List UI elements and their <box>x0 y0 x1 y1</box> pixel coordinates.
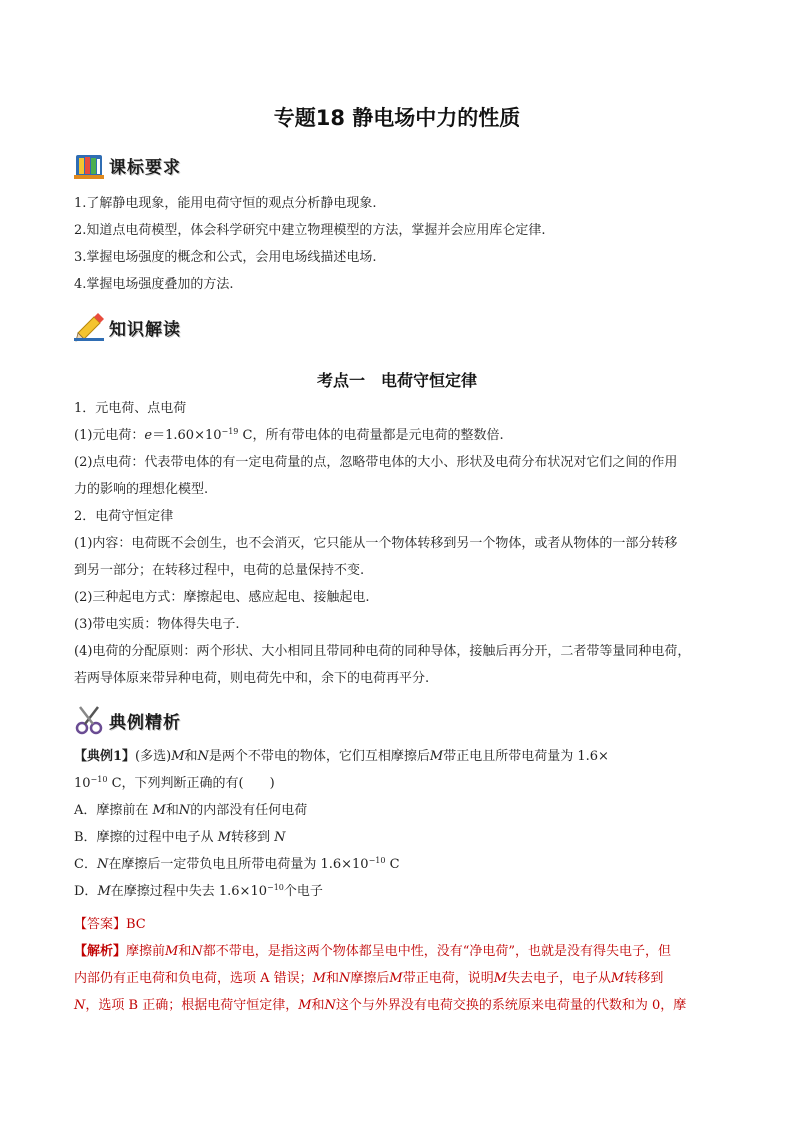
knowledge-line <box>74 426 724 446</box>
section-header-examples <box>74 703 181 737</box>
text: C，所有带电体的电荷量都是元电荷的整数倍. <box>238 428 504 443</box>
section-label: 典例精析 <box>109 712 181 733</box>
requirement-item: 1.了解静电现象，能用电荷守恒的观点分析静电现象. <box>74 196 377 211</box>
text: 这个与外界没有电荷交换的系统原来电荷量的代数和为 0，摩 <box>335 998 687 1013</box>
option-b <box>74 828 724 848</box>
symbol-N: N <box>324 998 336 1013</box>
symbol-M: M <box>152 803 166 818</box>
section-header-knowledge <box>74 310 181 344</box>
requirement-item: 4.掌握电场强度叠加的方法. <box>74 277 234 292</box>
section-header-requirements <box>74 148 181 182</box>
page-title: 专题18 静电场中力的性质 <box>273 106 521 130</box>
exponent: −19 <box>221 427 239 436</box>
option-d <box>74 882 724 902</box>
symbol-M: M <box>429 749 444 764</box>
text: A．摩擦前在 <box>74 803 153 818</box>
symbol-e: e <box>144 428 153 443</box>
text: 和 <box>311 998 325 1013</box>
knowledge-heading: 2．电荷守恒定律 <box>74 509 174 524</box>
text: B．摩擦的过程中电子从 <box>74 830 218 845</box>
option-c <box>74 855 724 875</box>
text: 的内部没有任何电荷 <box>190 803 308 818</box>
pencil-icon <box>74 311 106 343</box>
symbol-M: M <box>217 830 231 845</box>
text: ＝1.60×10 <box>152 428 222 443</box>
text: 失去电子，电子从 <box>507 971 612 986</box>
text: (1)元电荷： <box>74 428 145 443</box>
symbol-N: N <box>197 749 209 764</box>
requirement-item: 3.掌握电场强度的概念和公式，会用电场线描述电场. <box>74 250 377 265</box>
knowledge-line: (1)内容：电荷既不会创生，也不会消灭，它只能从一个物体转移到另一个物体，或者从物体的一部分转移 <box>74 536 678 551</box>
text: 个电子 <box>283 884 323 899</box>
text: C <box>385 857 400 872</box>
knowledge-line: (4)电荷的分配原则：两个形状、大小相同且带同种电荷的同种导体，接触后再分开，二者带等量同种电荷， <box>74 644 691 659</box>
symbol-N: N <box>274 830 286 845</box>
analysis-line <box>74 942 724 962</box>
text: 和 <box>184 749 198 764</box>
text: 和 <box>325 971 339 986</box>
text: C，下列判断正确的有( ) <box>107 776 275 791</box>
text: 转移到 <box>624 971 664 986</box>
symbol-N: N <box>338 971 351 986</box>
symbol-M: M <box>171 749 185 764</box>
symbol-N: N <box>96 857 109 872</box>
knowledge-line: 到另一部分；在转移过程中，电荷的总量保持不变. <box>74 563 365 578</box>
symbol-M: M <box>165 944 179 959</box>
text: 和 <box>178 944 192 959</box>
text: 是两个不带电的物体，它们互相摩擦后 <box>208 749 430 764</box>
text: 带正电且所带电荷量为 1.6× <box>443 749 609 764</box>
symbol-N: N <box>191 944 203 959</box>
symbol-M: M <box>97 884 111 899</box>
text: D． <box>74 884 98 899</box>
text: 带正电荷，说明 <box>402 971 494 986</box>
example-stem <box>74 747 724 767</box>
text: 转移到 <box>231 830 275 845</box>
symbol-M: M <box>611 971 625 986</box>
example-tag: 【典例1】 <box>74 749 136 764</box>
exponent: −10 <box>368 856 386 865</box>
book-icon <box>74 149 106 181</box>
knowledge-line: (2)三种起电方式：摩擦起电、感应起电、接触起电. <box>74 590 370 605</box>
point-title: 考点一 电荷守恒定律 <box>316 371 477 390</box>
section-label: 课标要求 <box>109 157 181 178</box>
exponent: −10 <box>90 775 108 784</box>
symbol-M: M <box>312 971 326 986</box>
text: 内部仍有正电荷和负电荷，选项 A 错误； <box>74 971 313 986</box>
section-label: 知识解读 <box>109 319 181 340</box>
text: 摩擦前 <box>126 944 166 959</box>
scissors-icon <box>74 704 106 736</box>
knowledge-line: 若两导体原来带异种电荷，则电荷先中和，余下的电荷再平分. <box>74 671 430 686</box>
symbol-N: N <box>178 803 191 818</box>
symbol-M: M <box>298 998 312 1013</box>
text: 都不带电，是指这两个物体都呈电中性，没有“净电荷”，也就是没有得失电子，但 <box>202 944 672 959</box>
symbol-N: N <box>74 998 86 1013</box>
text: 摩擦后 <box>350 971 390 986</box>
example-stem <box>74 774 724 794</box>
text: 在摩擦过程中失去 1.6×10 <box>110 884 267 899</box>
knowledge-line: 力的影响的理想化模型. <box>74 482 209 497</box>
knowledge-line: (3)带电实质：物体得失电子. <box>74 617 240 632</box>
requirement-item: 2.知道点电荷模型，体会科学研究中建立物理模型的方法，掌握并会应用库仑定律. <box>74 223 546 238</box>
knowledge-heading: 1．元电荷、点电荷 <box>74 401 187 416</box>
analysis-line <box>74 996 724 1016</box>
text: C． <box>74 857 97 872</box>
symbol-M: M <box>389 971 403 986</box>
option-a <box>74 801 724 821</box>
text: ，选项 B 正确；根据电荷守恒定律， <box>85 998 299 1013</box>
multi-choice-tag: (多选) <box>135 749 172 764</box>
text: 10 <box>74 776 91 791</box>
text: 和 <box>165 803 179 818</box>
symbol-M: M <box>493 971 508 986</box>
text: 在摩擦后一定带负电且所带电荷量为 1.6×10 <box>108 857 369 872</box>
analysis-line <box>74 969 724 989</box>
knowledge-line: (2)点电荷：代表带电体的有一定电荷量的点，忽略带电体的大小、形状及电荷分布状况对它们之间的作用 <box>74 455 678 470</box>
analysis-tag: 【解析】 <box>74 944 127 959</box>
exponent: −10 <box>267 883 284 892</box>
answer: 【答案】BC <box>74 917 146 932</box>
